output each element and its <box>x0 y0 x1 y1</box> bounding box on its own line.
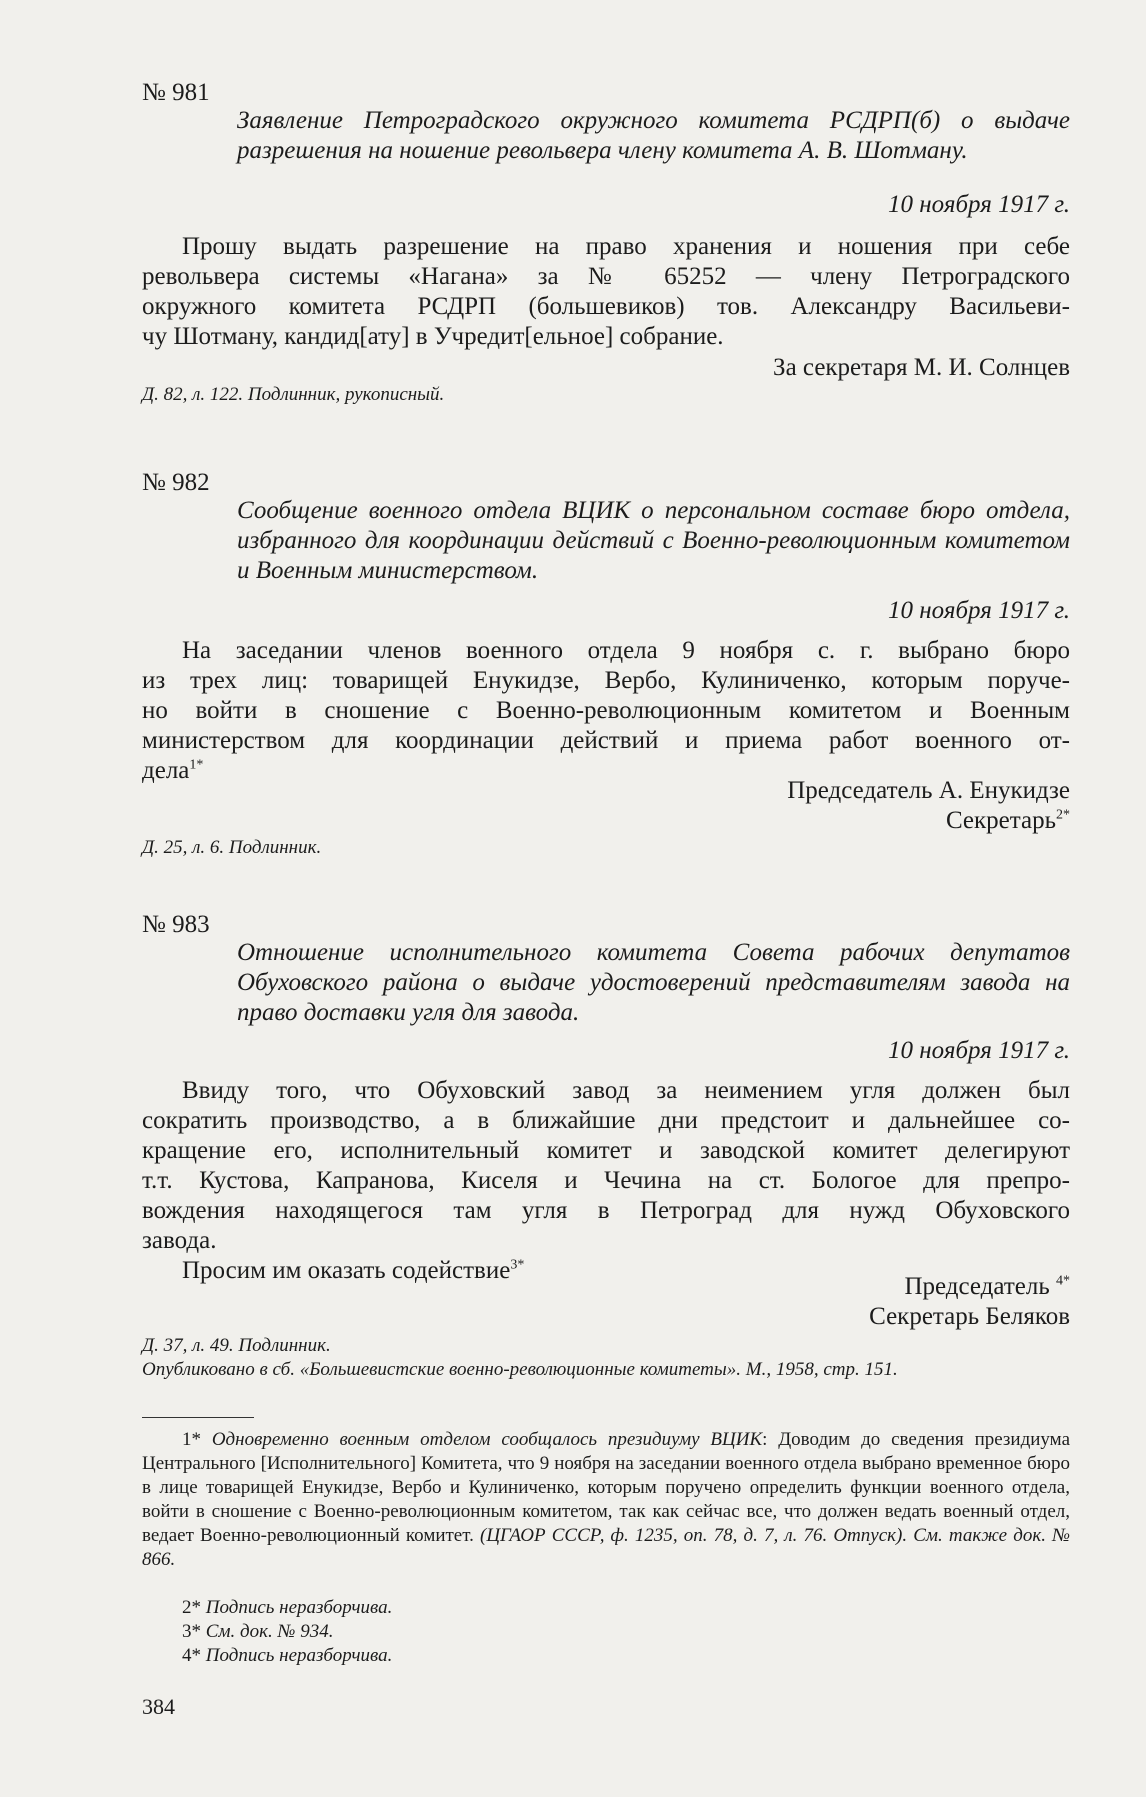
footnote-1 <box>142 1428 1070 1572</box>
doc-981-body <box>142 232 1070 352</box>
footnote-4-mark: 4* <box>182 1645 201 1666</box>
footnote-2 <box>142 1596 1070 1620</box>
footnote-ref-3[interactable]: 3* <box>510 1257 525 1273</box>
footnote-ref-4[interactable]: 4* <box>1056 1273 1070 1289</box>
doc-982-signature-chair: Председатель А. Енукидзе <box>787 777 1070 804</box>
page-number: 384 <box>142 1694 175 1719</box>
doc-981-line-3: окружного комитета РСДРП (большевиков) тов. Александру Васильеви- <box>142 293 1070 320</box>
doc-981-date: 10 ноября 1917 г. <box>888 191 1070 218</box>
doc-983-source: Д. 37, л. 49. Подлинник. <box>142 1335 331 1356</box>
doc-981-line-1: Прошу выдать разрешение на право хранения и ношения при себе <box>182 233 1070 260</box>
doc-983-number: № 983 <box>142 911 210 938</box>
doc-983-date: 10 ноября 1917 г. <box>888 1037 1070 1064</box>
doc-983-line-2: сократить производство, а в ближайшие дни предстоит и дальнейшее со- <box>142 1107 1070 1134</box>
doc-982-line-2: из трех лиц: товарищей Енукидзе, Вербо, Кулиниченко, которым поруче- <box>142 667 1070 694</box>
footnote-1-mark: 1* <box>182 1429 201 1450</box>
doc-982-body <box>142 636 1070 786</box>
footnote-3-text: См. док. № 934. <box>205 1621 334 1642</box>
doc-982-number: № 982 <box>142 469 210 496</box>
doc-983-signature-chair: Председатель $^{4*}$ <box>904 1273 1070 1300</box>
footnote-1-text: : Доводим до сведения президиума Центрального [Исполнительного] Комитета, что 9 ноября на заседании военного отдела выбрано временное бюро в лице товарищей Енукидзе, Вербо и Кулиниченко, которым поручено определить функции военного отдела, войти в сношение с Военно-революционным комитетом, так как сейчас все, что должен ведать военный отдел, ведает Военно-революционный комитет. <box>142 1429 1070 1546</box>
doc-982-line-4: министерством для координации действий и приема работ военного от- <box>142 727 1070 754</box>
doc-982-line-1: На заседании членов военного отдела 9 ноября с. г. выбрано бюро <box>182 637 1070 664</box>
doc-983-line-4: т.т. Кустова, Капранова, Киселя и Чечина на ст. Бологое для препро- <box>142 1167 1070 1194</box>
doc-981-number: № 981 <box>142 79 210 106</box>
doc-983-line-3: кращение его, исполнительный комитет и заводской комитет делегируют <box>142 1137 1070 1164</box>
doc-981-line-4: чу Шотману, кандид[ату] в Учредит[ельное] собрание. <box>142 323 724 350</box>
footnote-1-reference: (ЦГАОР СССР, ф. 1235, оп. 78, д. 7, л. 76. Отпуск). См. также док. № 866. <box>142 1525 1070 1570</box>
footnote-1-intro: Одновременно военным отделом сообщалось президиуму ВЦИК <box>211 1429 763 1450</box>
doc-983-line-6: завода. <box>142 1227 217 1254</box>
footnote-separator <box>142 1417 254 1418</box>
doc-982-source: Д. 25, л. 6. Подлинник. <box>142 837 322 858</box>
footnote-2-mark: 2* <box>182 1597 201 1618</box>
doc-981-line-2: револьвера системы «Нагана» за № 65252 — члену Петроградского <box>142 263 1070 290</box>
doc-983-line-5: вождения находящегося там угля в Петроград для нужд Обуховского <box>142 1197 1070 1224</box>
footnote-ref-1[interactable]: 1* <box>189 757 204 773</box>
footnote-4-text: Подпись неразборчива. <box>205 1645 393 1666</box>
footnote-4 <box>142 1644 1070 1668</box>
doc-982-signature-secretary: Секретарь$^{2*}$ <box>945 807 1070 834</box>
footnote-3 <box>142 1620 1070 1644</box>
doc-983-line-1: Ввиду того, что Обуховский завод за неимением угля должен был <box>182 1077 1070 1104</box>
footnote-2-text: Подпись неразборчива. <box>205 1597 393 1618</box>
doc-982-date: 10 ноября 1917 г. <box>888 597 1070 624</box>
doc-982-line-5: дела$^{1*}$ <box>142 757 204 784</box>
doc-983-request: Просим им оказать содействие$^{3*}$ <box>182 1257 525 1284</box>
footnote-3-mark: 3* <box>182 1621 201 1642</box>
doc-981-source: Д. 82, л. 122. Подлинник, рукописный. <box>142 384 445 405</box>
doc-982-heading: Сообщение военного отдела ВЦИК о персональном составе бюро отдела, избранного для координации действий с Военно-революционным комитетом и Военным министерством. <box>237 497 1070 584</box>
doc-983-body <box>142 1076 1070 1286</box>
doc-981-signature: За секретаря М. И. Солнцев <box>773 354 1070 381</box>
doc-981-heading: Заявление Петроградского окружного комитета РСДРП(б) о выдаче разрешения на ношение револьвера члену комитета А. В. Шотману. <box>237 107 1070 164</box>
doc-983-signature-secretary: Секретарь Беляков <box>869 1303 1070 1330</box>
doc-983-published: Опубликовано в сб. «Большевистские военно-революционные комитеты». М., 1958, стр. 151. <box>142 1359 898 1380</box>
doc-982-line-3: но войти в сношение с Военно-революционным комитетом и Военным <box>142 697 1070 724</box>
footnote-ref-2[interactable]: 2* <box>1056 807 1070 823</box>
doc-983-heading: Отношение исполнительного комитета Совета рабочих депутатов Обуховского района о выдаче удостоверений представителям завода на право доставки угля для завода. <box>237 939 1070 1026</box>
